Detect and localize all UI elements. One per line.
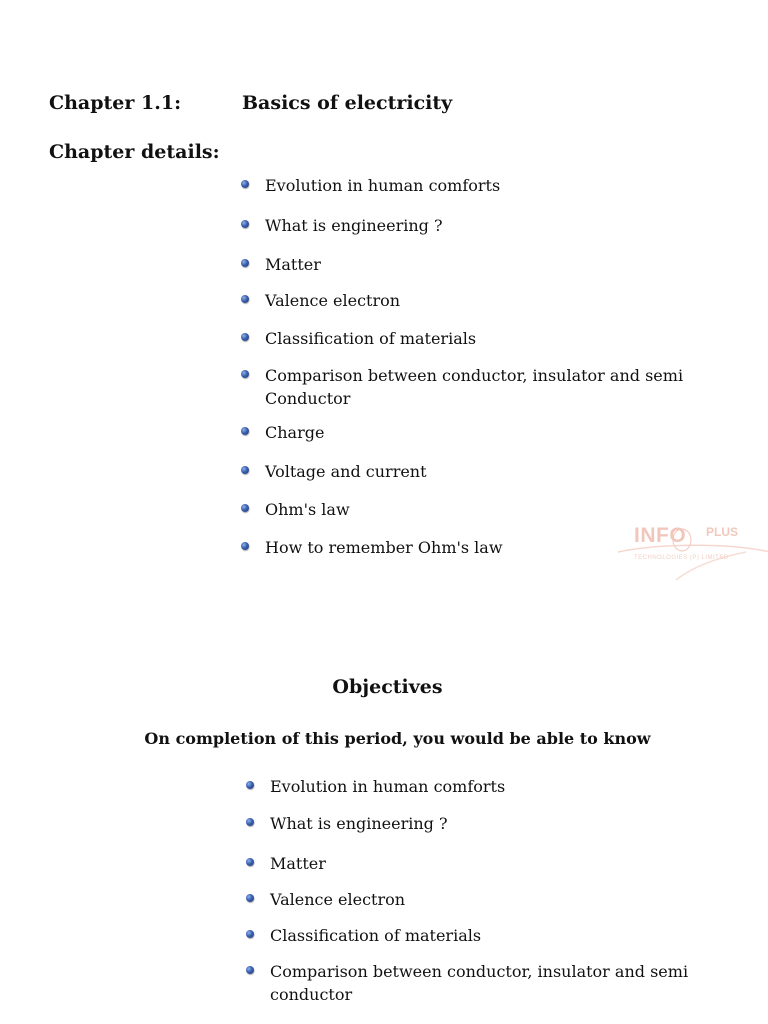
bullet-icon bbox=[241, 542, 249, 550]
list-item bbox=[241, 327, 705, 350]
bullet-icon bbox=[241, 333, 249, 341]
bullet-icon bbox=[246, 894, 254, 902]
list-item-text: Comparison between conductor, insulator and semi Conductor bbox=[265, 366, 684, 408]
bullet-icon bbox=[246, 930, 254, 938]
chapter-title: Basics of electricity bbox=[242, 92, 453, 114]
list-item bbox=[246, 812, 710, 835]
bullet-icon bbox=[246, 858, 254, 866]
list-item-text: Matter bbox=[270, 854, 326, 873]
chapter-number: Chapter 1.1: bbox=[49, 92, 182, 114]
list-item bbox=[246, 775, 710, 798]
watermark-subtitle: TECHNOLOGIES (P) LIMITED bbox=[634, 555, 729, 561]
bullet-icon bbox=[241, 220, 249, 228]
list-item-text: How to remember Ohm's law bbox=[265, 538, 503, 557]
list-item-text: Classification of materials bbox=[265, 329, 477, 348]
list-item bbox=[241, 498, 705, 521]
chapter-details-label: Chapter details: bbox=[49, 141, 220, 163]
list-item-text: Voltage and current bbox=[265, 462, 427, 481]
bullet-icon bbox=[241, 295, 249, 303]
bullet-icon bbox=[241, 427, 249, 435]
bullet-icon bbox=[241, 466, 249, 474]
bullet-icon bbox=[246, 781, 254, 789]
objectives-subtitle: On completion of this period, you would be able to know bbox=[144, 729, 651, 748]
bullet-icon bbox=[246, 818, 254, 826]
bullet-icon bbox=[246, 966, 254, 974]
list-item-text: Evolution in human comforts bbox=[270, 777, 506, 796]
list-item-text: Charge bbox=[265, 423, 325, 442]
list-item-text: Valence electron bbox=[270, 890, 406, 909]
list-item bbox=[246, 852, 710, 875]
watermark-suffix: PLUS bbox=[706, 525, 739, 539]
list-item-text: Classification of materials bbox=[270, 926, 482, 945]
bullet-icon bbox=[241, 259, 249, 267]
bullet-icon bbox=[241, 180, 249, 188]
bullet-icon bbox=[241, 370, 249, 378]
list-item bbox=[241, 253, 705, 276]
bullet-icon bbox=[241, 504, 249, 512]
list-item bbox=[246, 960, 710, 1006]
list-item-text: Valence electron bbox=[265, 291, 401, 310]
list-item-text: Comparison between conductor, insulator and semi conductor bbox=[270, 962, 689, 1004]
list-item-text: Evolution in human comforts bbox=[265, 176, 501, 195]
list-item bbox=[241, 174, 705, 197]
list-item bbox=[246, 888, 710, 911]
watermark-brand: INFO bbox=[634, 524, 687, 547]
list-item-text: What is engineering ? bbox=[270, 814, 448, 833]
list-item-text: Ohm's law bbox=[265, 500, 350, 519]
list-item-text: Matter bbox=[265, 255, 321, 274]
list-item bbox=[241, 289, 705, 312]
list-item bbox=[241, 364, 705, 410]
list-item-text: What is engineering ? bbox=[265, 216, 443, 235]
list-item bbox=[241, 421, 705, 444]
list-item bbox=[246, 924, 710, 947]
list-item bbox=[241, 460, 705, 483]
objectives-title: Objectives bbox=[332, 676, 443, 698]
infoplus-watermark-logo bbox=[616, 522, 768, 582]
list-item bbox=[241, 214, 705, 237]
